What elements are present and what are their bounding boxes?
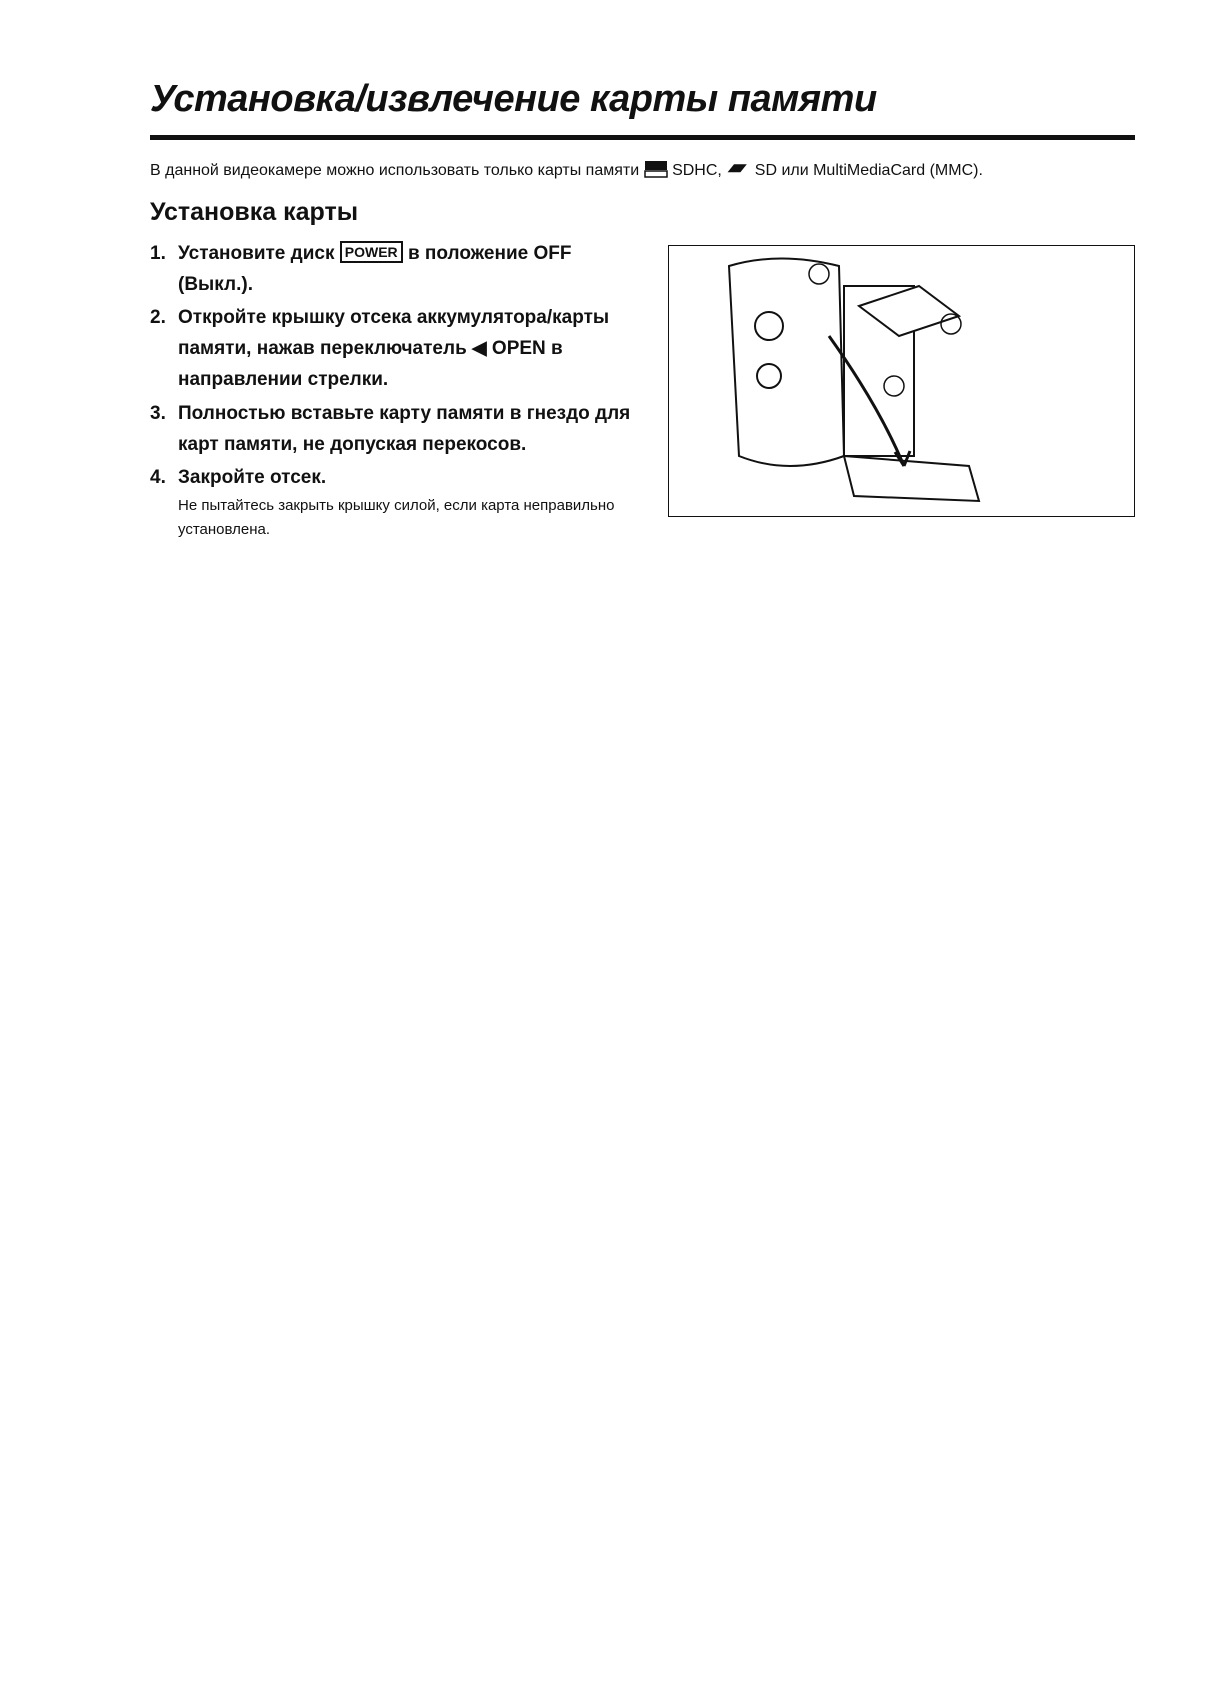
step-number: 2. [150,307,166,328]
step-text: Закройте отсек. [178,467,327,488]
install-heading: Установка карты [150,198,359,226]
step-number: 4. [150,467,166,488]
step-number: 1. [150,243,166,264]
install-step-2 [150,302,650,395]
install-step-4-note: Не пытайтесь закрыть крышку силой, если карта неправильно установлена. [178,497,615,538]
intro-sdhc: SDHC, [672,162,722,179]
page-title: Установка/извлечение карты памяти [150,78,877,120]
install-step-3 [150,398,650,460]
intro-text [150,160,983,180]
step-text: Откройте крышку отсека аккумулятора/карты памяти, нажав переключатель ◀ OPEN в направлении стрелки. [178,307,610,390]
step-text: Полностью вставьте карту памяти в гнездо для карт памяти, не допуская перекосов. [178,403,631,455]
install-step-4 [150,462,650,493]
sdhc-logo-icon [644,160,668,178]
install-illustration [668,245,1135,517]
step-text: в положение OFF (Выкл.). [178,243,572,295]
intro-after: SD или MultiMediaCard (MMC). [754,162,983,179]
power-badge: POWER [340,241,403,263]
intro-before: В данной видеокамере можно использовать только карты памяти [150,162,640,179]
title-rule [150,135,1135,140]
step-text: Установите диск [178,243,335,264]
step-number: 3. [150,403,166,424]
camera-card-insert-illustration [669,246,1134,516]
install-step-1 [150,238,650,300]
sd-logo-icon [726,160,750,178]
